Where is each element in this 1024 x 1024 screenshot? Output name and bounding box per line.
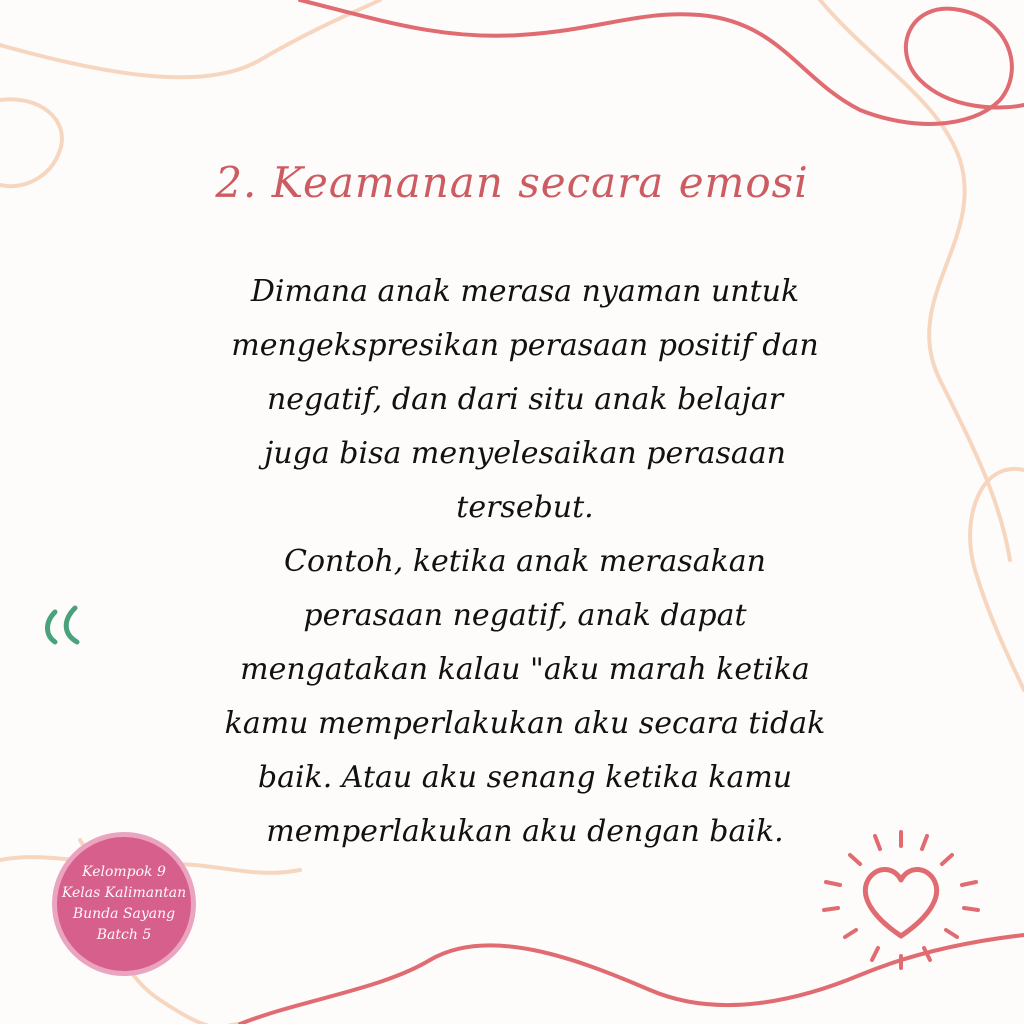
paragraph-2 bbox=[200, 535, 850, 859]
text-line: mengekspresikan perasaan positif dan bbox=[231, 328, 819, 363]
text-line: perasaan negatif, anak dapat bbox=[303, 598, 747, 633]
page-title: 2. Keamanan secara emosi bbox=[215, 158, 809, 207]
group-badge bbox=[52, 832, 196, 976]
badge-line: Kelas Kalimantan bbox=[61, 885, 187, 901]
badge-line: Batch 5 bbox=[96, 927, 152, 943]
paragraph-1 bbox=[200, 265, 850, 535]
quote-icon bbox=[48, 608, 78, 642]
text-line: juga bisa menyelesaikan perasaan bbox=[264, 436, 786, 471]
text-line: negatif, dan dari situ anak belajar bbox=[266, 382, 784, 417]
text-line: mengatakan kalau "aku marah ketika bbox=[240, 652, 810, 687]
text-line: kamu memperlakukan aku secara tidak bbox=[224, 706, 826, 741]
text-line: tersebut. bbox=[456, 490, 594, 525]
text-line: memperlakukan aku dengan baik. bbox=[266, 814, 784, 849]
text-line: Dimana anak merasa nyaman untuk bbox=[250, 274, 800, 309]
badge-line: Kelompok 9 bbox=[82, 864, 166, 880]
body-text bbox=[200, 265, 850, 859]
text-line: Contoh, ketika anak merasakan bbox=[284, 544, 766, 579]
text-line: baik. Atau aku senang ketika kamu bbox=[257, 760, 793, 795]
badge-line: Bunda Sayang bbox=[72, 906, 176, 922]
